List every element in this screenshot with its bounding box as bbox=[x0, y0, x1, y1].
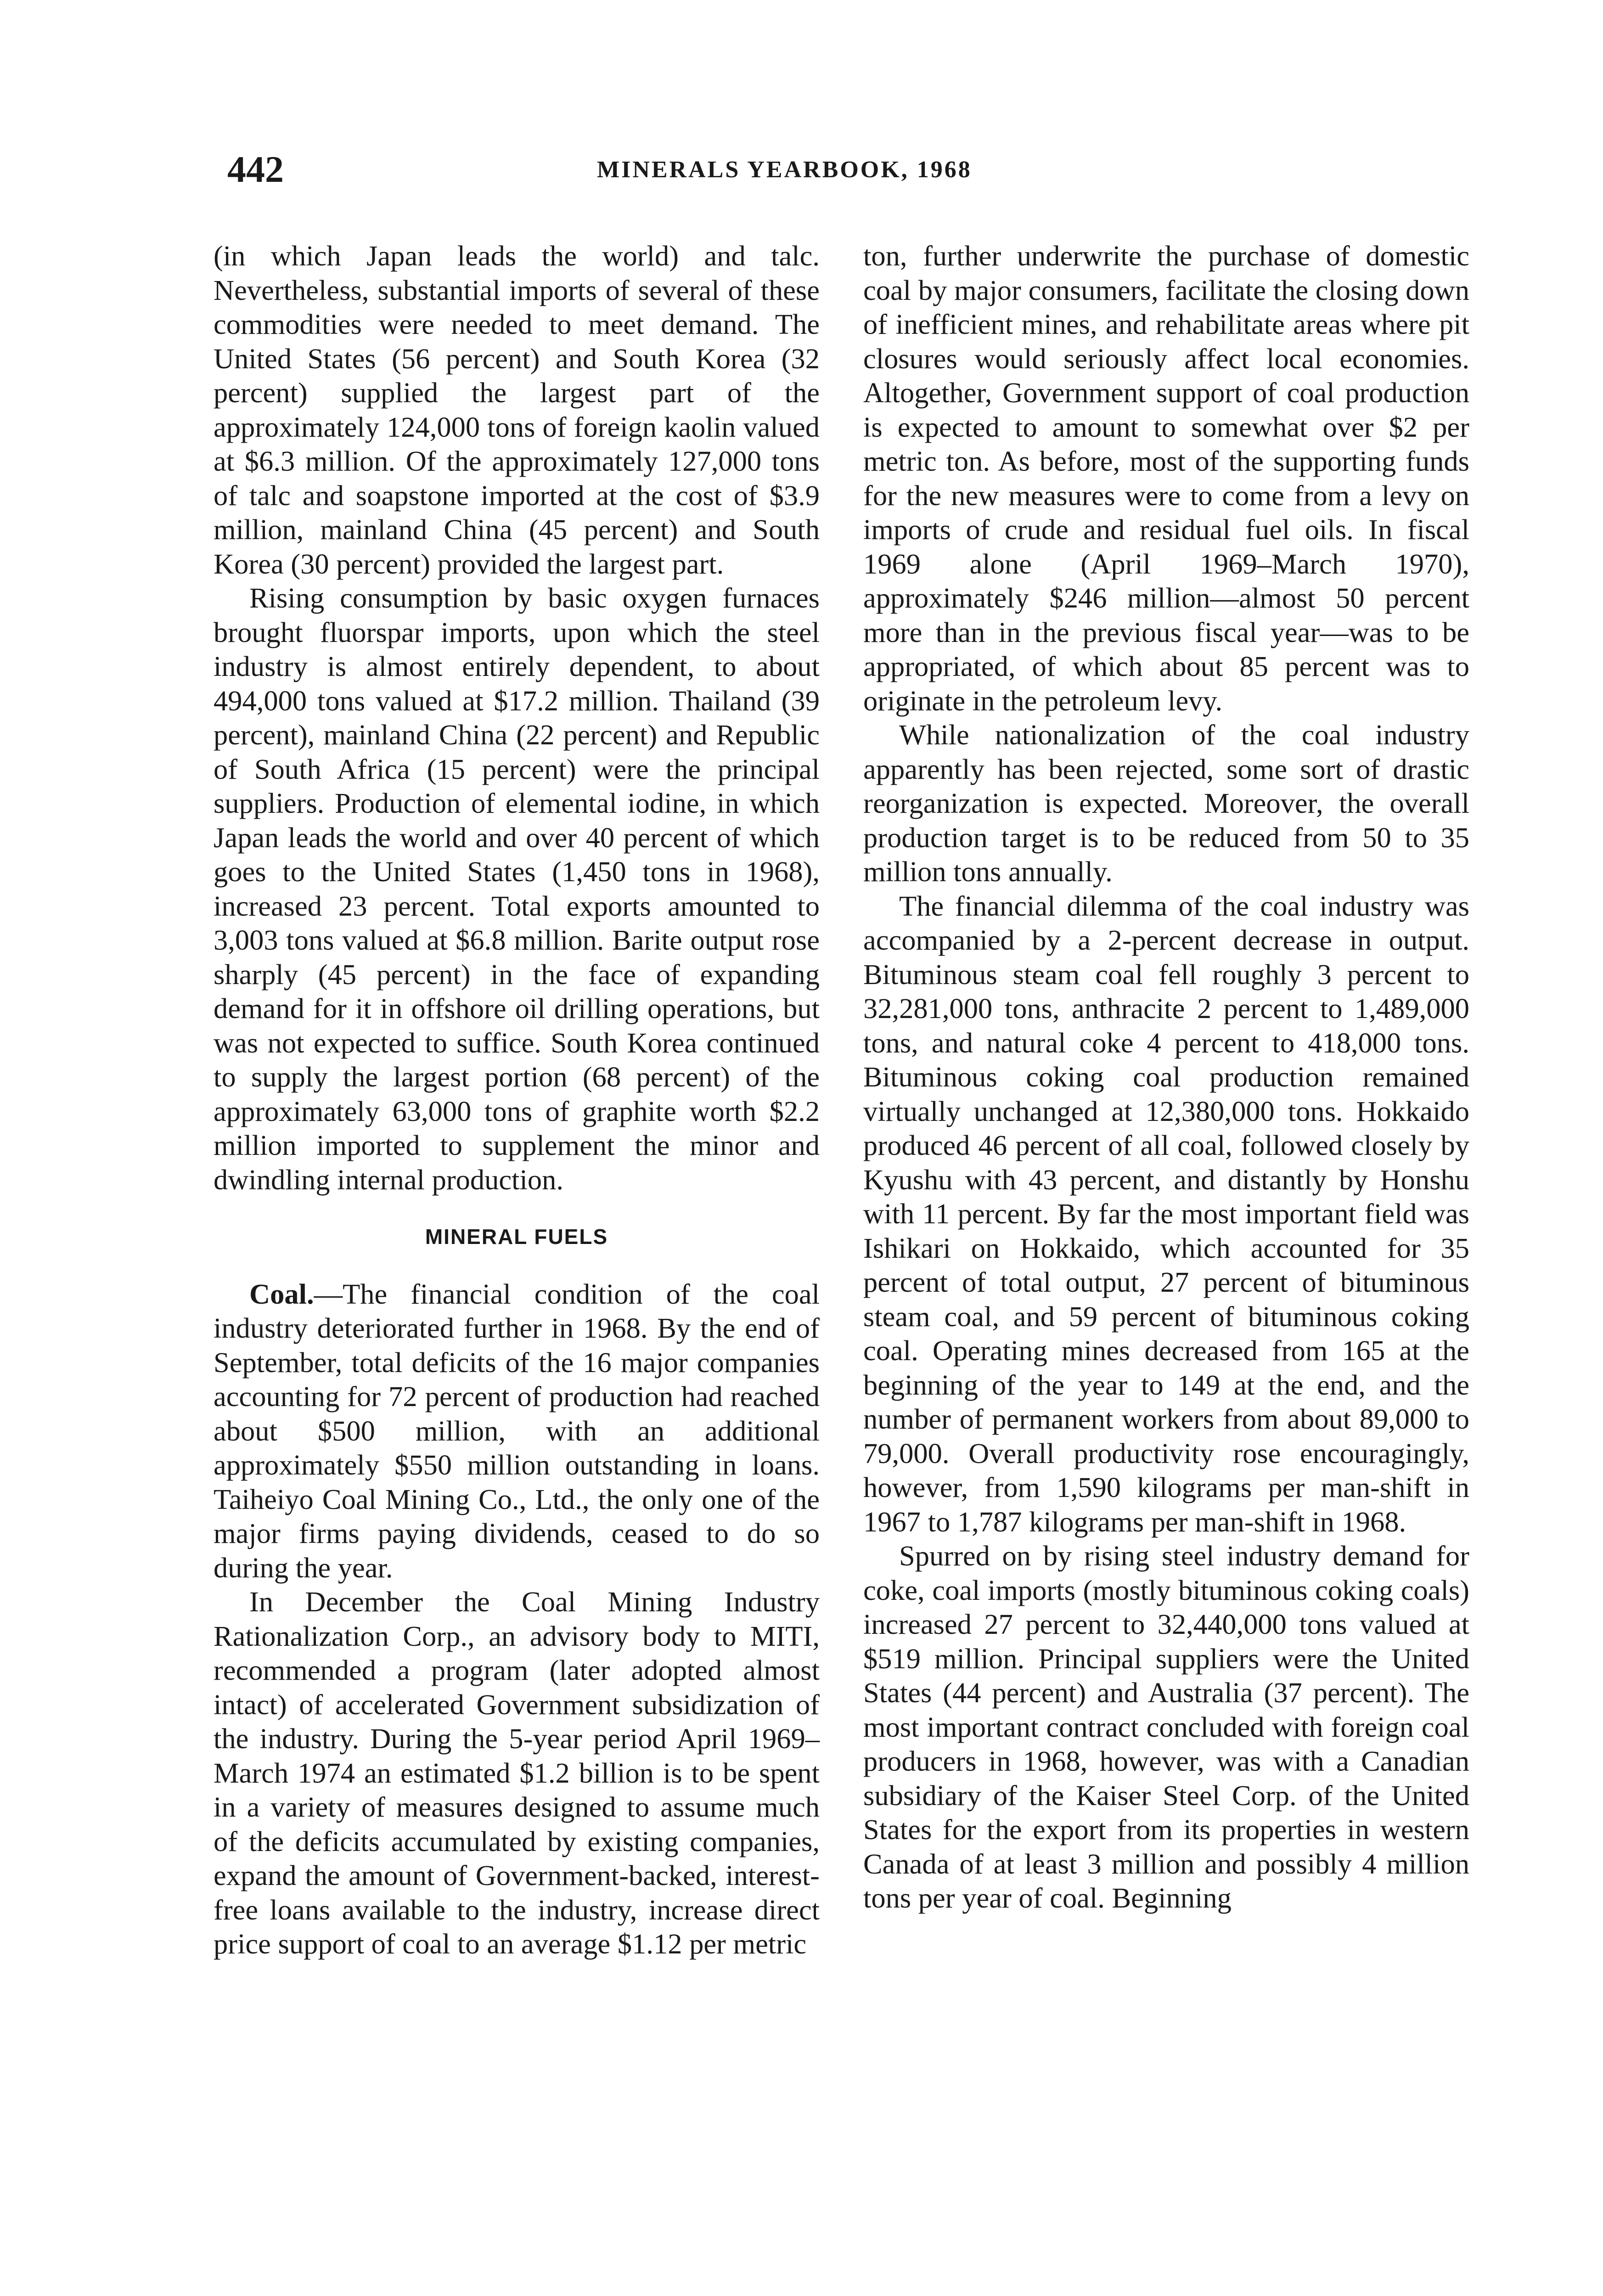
paragraph: In December the Coal Mining Industry Rationalization Corp., an advisory body to MITI, recommended a program (later adopted almost intact) of accelerated Government subsidization of the industry. During the 5-year period April 1969–March 1974 an estimated $1.2 billion is to be spent in a variety of measures designed to assume much of the deficits accumulated by existing companies, expand the amount of Government-backed, interest-free loans available to the industry, increase direct price support of coal to an average $1.12 per metric bbox=[214, 1586, 820, 1960]
paragraph-text: —The financial condition of the coal industry deteriorated further in 1968. By the end of September, total deficits of the 16 major companies accounting for 72 percent of production had reached about $500 million, with an additional approximately $550 million outstanding in loans. Taiheiyo Coal Mining Co., Ltd., the only one of the major firms paying dividends, ceased to do so during the year. bbox=[214, 1277, 820, 1584]
paragraph bbox=[214, 1277, 820, 1585]
paragraph: Rising consumption by basic oxygen furnaces brought fluorspar imports, upon which the steel industry is almost entirely dependent, to about 494,000 tons valued at $17.2 million. Thailand (39 percent), mainland China (22 percent) and Republic of South Africa (15 percent) were the principal suppliers. Production of elemental iodine, in which Japan leads the world and over 40 percent of which goes to the United States (1,450 tons in 1968), increased 23 percent. Total exports amounted to 3,003 tons valued at $6.8 million. Barite output rose sharply (45 percent) in the face of expanding demand for it in offshore oil drilling operations, but was not expected to suffice. South Korea continued to supply the largest portion (68 percent) of the approximately 63,000 tons of graphite worth $2.2 million imported to supplement the minor and dwindling internal production. bbox=[214, 582, 820, 1196]
paragraph: While nationalization of the coal industry apparently has been rejected, some sort of drastic reorganization is expected. Moreover, the overall production target is to be reduced from 50 to 35 million tons annually. bbox=[863, 719, 1469, 888]
paragraph: (in which Japan leads the world) and talc. Nevertheless, substantial imports of several of these commodities were needed to meet demand. The United States (56 percent) and South Korea (32 percent) supplied the largest part of the approximately 124,000 tons of foreign kaolin valued at $6.3 million. Of the approximately 127,000 tons of talc and soapstone imported at the cost of $3.9 million, mainland China (45 percent) and South Korea (30 percent) provided the largest part. bbox=[214, 240, 820, 580]
section-heading: MINERAL FUELS bbox=[425, 1225, 608, 1249]
page-number: 442 bbox=[227, 148, 284, 190]
paragraph: The financial dilemma of the coal industry was accompanied by a 2-percent decrease in output. Bituminous steam coal fell roughly 3 percent to 32,281,000 tons, anthracite 2 percent to 1,489,000 tons, and natural coke 4 percent to 418,000 tons. Bituminous coking coal production remained virtually unchanged at 12,380,000 tons. Hokkaido produced 46 percent of all coal, followed closely by Kyushu with 43 percent, and distantly by Honshu with 11 percent. By far the most important field was Ishikari on Hokkaido, which accounted for 35 percent of total output, 27 percent of bituminous steam coal, and 59 percent of bituminous coking coal. Operating mines decreased from 165 at the beginning of the year to 149 at the end, and the number of permanent workers from about 89,000 to 79,000. Overall productivity rose encouragingly, however, from 1,590 kilograms per man-shift in 1967 to 1,787 kilograms per man-shift in 1968. bbox=[863, 889, 1469, 1538]
right-column bbox=[863, 239, 1469, 1915]
run-in-heading: Coal. bbox=[249, 1277, 314, 1310]
running-title: MINERALS YEARBOOK, 1968 bbox=[597, 157, 972, 183]
left-column bbox=[214, 239, 820, 1961]
paragraph: Spurred on by rising steel industry demand for coke, coal imports (mostly bituminous coking coals) increased 27 percent to 32,440,000 tons valued at $519 million. Principal suppliers were the United States (44 percent) and Australia (37 percent). The most important contract concluded with foreign coal producers in 1968, however, was with a Canadian subsidiary of the Kaiser Steel Corp. of the United States for the export from its properties in western Canada of at least 3 million and possibly 4 million tons per year of coal. Beginning bbox=[863, 1540, 1469, 1914]
paragraph: ton, further underwrite the purchase of domestic coal by major consumers, facilitate the closing down of inefficient mines, and rehabilitate areas where pit closures would seriously affect local economies. Altogether, Government support of coal production is expected to amount to somewhat over $2 per metric ton. As before, most of the supporting funds for the new measures were to come from a levy on imports of crude and residual fuel oils. In fiscal 1969 alone (April 1969–March 1970), approximately $246 million—almost 50 percent more than in the previous fiscal year—was to be appropriated, of which about 85 percent was to originate in the petroleum levy. bbox=[863, 240, 1469, 717]
